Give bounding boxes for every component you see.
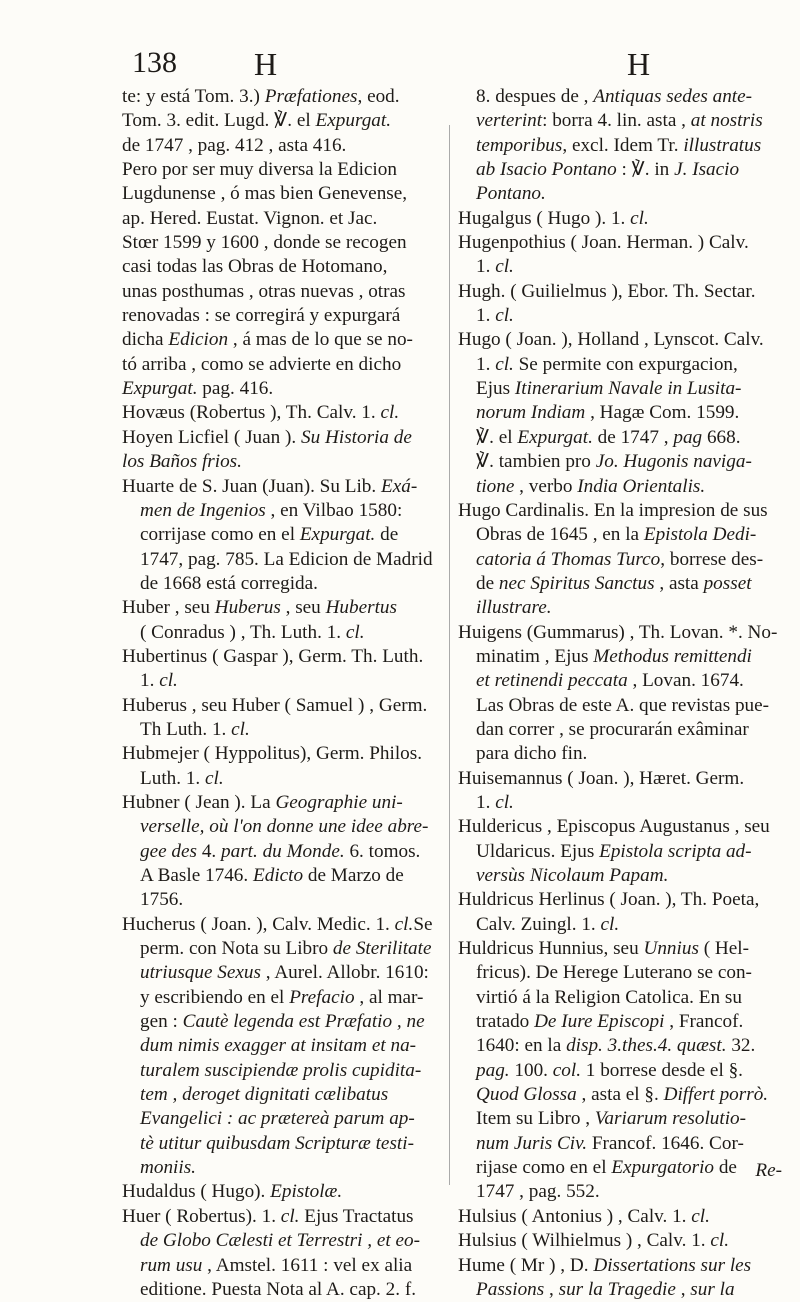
italic-text: de Globo Cælesti et Terrestri , et eo- [140,1230,420,1252]
text-line [458,1083,782,1107]
text-span: Hugalgus ( Hugo ). 1. [458,207,631,229]
text-span: tó arriba , como se advierte en dicho [122,353,402,375]
text-span: Ejus [476,378,515,400]
italic-text: Expurgat. [299,524,376,546]
text-span: Francof. 1646. Cor- [587,1132,744,1154]
text-span: ℣. el [476,426,518,448]
text-span: 1. [140,670,160,692]
text-span: Huarte de S. Juan (Juan). Su Lib. [122,475,381,497]
text-span: Hudaldus ( Hugo). [122,1181,271,1203]
italic-text: cl. [345,621,365,643]
text-span: Hume ( Mr ) , D. [458,1254,594,1276]
text-line [458,1254,782,1278]
text-line [122,134,444,158]
text-span: Tom. 3. edit. Lugd. ℣. el [122,110,316,132]
text-span: 1756. [140,889,184,911]
text-span: Huldericus , Episcopus Augustanus , seu [458,816,770,838]
text-span: , en Vilbao 1580: [265,499,403,521]
text-line [458,134,782,158]
text-line [122,718,444,742]
text-span: 1747, pag. 785. La Edicion de Madrid [140,548,433,570]
text-span: Huldricus Herlinus ( Joan. ), Th. Poeta, [458,889,760,911]
text-span: Hulsius ( Wilhielmus ) , Calv. 1. [458,1230,711,1252]
text-line [122,304,444,328]
text-line [458,937,782,961]
catchword: Re- [755,1160,782,1181]
text-span: renovadas : se corregirá y expurgará [122,305,401,327]
italic-text: Expurgat. [315,110,392,132]
text-span: y escribiendo en el [140,986,290,1008]
text-line [458,280,782,304]
text-line [122,207,444,231]
text-span: Hubmejer ( Hyppolitus), Germ. Philos. [122,743,423,765]
running-head-left: H [254,46,278,82]
text-span: Uldaricus. Ejus [476,840,600,862]
text-span: Huer ( Robertus). 1. [122,1205,281,1227]
text-line [122,548,444,572]
text-line [458,1180,782,1204]
text-span: Stœr 1599 y 1600 , donde se recogen [122,232,407,254]
text-span: , Aurel. Allobr. 1610: [260,962,429,984]
italic-text: illustratus [683,134,762,156]
text-line [122,937,444,961]
text-span: ( Conradus ) , Th. Luth. 1. [140,621,346,643]
italic-text: Differt porrò. [663,1084,769,1106]
text-span: 1. [476,256,496,278]
italic-text: posset [703,572,752,594]
italic-text: Expurgat. [122,378,198,400]
text-line [458,621,782,645]
text-span: pag. 416. [197,378,274,400]
text-span: 1747 , pag. 552. [476,1181,600,1203]
italic-text: Epistola scripta ad- [599,840,752,862]
text-line [122,864,444,888]
text-span: : ℣. in [616,159,675,181]
italic-text: verterint [476,110,543,132]
text-span: de [476,572,499,594]
text-span: , asta [654,572,704,594]
italic-text: Jo. Hugonis naviga- [595,451,752,473]
text-span: , borrese des- [660,548,764,570]
italic-text: cl. [394,913,414,935]
text-line [458,158,782,182]
italic-text: Pontano. [476,183,546,205]
text-line [122,158,444,182]
text-line [122,645,444,669]
text-span: ( Hel- [698,938,749,960]
text-line [122,1059,444,1083]
text-line [122,767,444,791]
text-line [458,231,782,255]
text-span: Hoyen Licfiel ( Juan ). [122,426,302,448]
text-span: , á mas de lo que se no- [228,329,413,351]
italic-text: Passions [476,1278,545,1300]
text-span: te: y está Tom. 3.) [122,86,265,107]
text-span: Huisemannus ( Joan. ), Hæret. Germ. [458,767,745,789]
italic-text: cl. [205,767,224,789]
text-line [122,475,444,499]
text-line [122,401,444,425]
text-line [458,986,782,1010]
running-head-right: H [627,46,651,82]
italic-text: catoria á Thomas Turco [476,548,661,570]
text-line [122,353,444,377]
italic-text: Itinerarium Navale in Lusita- [514,378,742,400]
text-line [122,913,444,937]
text-line [458,961,782,985]
text-line [122,450,444,474]
text-line [122,426,444,450]
italic-text: de Sterilitate [332,938,432,960]
text-span: 8. despues de , [476,86,594,107]
italic-text: verselle, où l'on donne une idee abre- [140,816,429,838]
text-line [458,1010,782,1034]
text-line [458,450,782,474]
italic-text: turalem suscipiendæ prolis cupidita- [140,1059,422,1081]
italic-text: tione [476,475,515,497]
text-line [458,207,782,231]
text-line [122,109,444,133]
text-line [458,1156,782,1180]
text-span: tratado [476,1011,535,1033]
text-line [458,85,782,109]
text-span: , al mar- [354,986,424,1008]
text-line [122,377,444,401]
text-span: Luth. 1. [140,767,206,789]
text-line [122,621,444,645]
text-span: 1. [476,791,496,813]
text-line [458,718,782,742]
text-line [458,913,782,937]
italic-text: Præfationes [264,86,358,107]
left-column [122,85,444,1302]
italic-text: Edicion [168,329,229,351]
text-span: unas posthumas , otras nuevas , otras [122,280,406,302]
text-span: ℣. tambien pro [476,451,596,473]
text-span: Hugenpothius ( Joan. Herman. ) Calv. [458,232,749,254]
right-column [458,85,782,1302]
text-span: Hubertinus ( Gaspar ), Germ. Th. Luth. [122,645,424,667]
italic-text: utriusque Sexus [140,962,261,984]
text-line [458,304,782,328]
italic-text: cl. [495,353,514,375]
text-span: 1. [476,353,496,375]
text-span: Hugo Cardinalis. En la impresion de sus [458,499,768,521]
italic-text: norum Indiam [476,402,586,424]
text-span: fricus). De Herege Luterano se con- [476,962,752,984]
italic-text: moniis. [140,1157,196,1179]
italic-text: tè utitur quibusdam Scripturæ testi- [140,1132,414,1154]
text-span: de 1747 , pag. 412 , asta 416. [122,134,347,156]
text-line [122,961,444,985]
text-span: Item su Libro , [476,1108,595,1130]
text-line [122,182,444,206]
text-line [122,255,444,279]
text-span: Hubner ( Jean ). La [122,791,276,813]
italic-text: Hubertus [325,597,397,619]
italic-text: disp. 3.thes.4. quæst. [566,1035,727,1057]
text-line [122,791,444,815]
text-span: 1 borrese desde el §. [581,1059,743,1081]
text-line [458,694,782,718]
italic-text: cl. [495,305,514,327]
italic-text: num Juris Civ. [476,1132,588,1154]
text-span: Huigens (Gummarus) , Th. Lovan. *. No- [458,621,778,643]
italic-text: men de Ingenios [140,499,266,521]
text-line [122,1132,444,1156]
text-span: Hovæus (Robertus ), Th. Calv. 1. [122,402,381,424]
italic-text: Expurgatorio [611,1157,715,1179]
text-line [458,182,782,206]
italic-text: sur la [690,1278,735,1300]
text-span: Hucherus ( Joan. ), Calv. Medic. 1. [122,913,395,935]
italic-text: J. Isacio [674,159,740,181]
text-line [122,596,444,620]
text-line [122,85,444,109]
text-line [458,426,782,450]
text-line [458,596,782,620]
text-span: , Amstel. 1611 : vel ex alia [202,1254,413,1276]
text-span: gen : [140,1011,183,1033]
text-span: perm. con Nota su Libro [140,938,333,960]
text-line [122,1034,444,1058]
italic-text: dum nimis exagger at insitam et na- [140,1035,417,1057]
text-span: de [375,524,399,546]
text-span: , asta el §. [576,1084,664,1106]
text-line [458,669,782,693]
text-span: , Lovan. 1674. [627,670,744,692]
text-span: Hugo ( Joan. ), Holland , Lynscot. Calv. [458,329,764,351]
text-line [458,255,782,279]
text-line [458,523,782,547]
text-line [458,572,782,596]
italic-text: India Orientalis. [577,475,706,497]
italic-text: ab Isacio Pontano [476,159,617,181]
text-line [458,1132,782,1156]
italic-text: et retinendi peccata [476,670,628,692]
text-line [458,645,782,669]
text-line [122,328,444,352]
italic-text: temporibus [476,134,563,156]
text-line [122,1205,444,1229]
text-span: Huberus , seu Huber ( Samuel ) , Germ. [122,694,428,716]
italic-text: Variarum resolutio- [594,1108,747,1130]
text-line [458,353,782,377]
text-line [458,864,782,888]
italic-text: Evangelici : ac prætereà parum ap- [140,1108,415,1130]
italic-text: pag [673,426,703,448]
text-span: 1640: en la [476,1035,567,1057]
italic-text: pag. [476,1059,510,1081]
text-span: Huldricus Hunnius, seu [458,938,644,960]
text-span: Lugdunense , ó mas bien Genevense, [122,183,408,205]
text-span: 4. [197,840,221,862]
text-line [122,572,444,596]
text-span: 32. [726,1035,756,1057]
page-number: 138 [132,46,177,79]
text-line [458,475,782,499]
text-span: 6. tomos. [344,840,421,862]
text-span: , excl. Idem Tr. [562,134,684,156]
italic-text: Prefacio [289,986,355,1008]
italic-text: versùs Nicolaum Papam. [476,865,669,886]
text-line [458,377,782,401]
italic-text: Expurgat. [517,426,593,448]
text-span: Se [413,913,433,935]
italic-text: cl. [495,256,514,278]
italic-text: Edicto [253,865,304,886]
text-span: Las Obras de este A. que revistas pue- [476,694,770,716]
italic-text: Geographie uni- [275,791,403,813]
italic-text: cl. [231,718,250,740]
text-line [122,523,444,547]
text-span: , eod. [357,86,400,107]
italic-text: Epistola Dedi- [643,524,757,546]
italic-text: rum usu [140,1254,203,1276]
text-line [122,1107,444,1131]
text-line [458,1205,782,1229]
text-span: , [544,1278,559,1300]
italic-text: cl. [691,1205,710,1227]
text-line [122,1010,444,1034]
italic-text: Epistolæ. [270,1181,343,1203]
italic-text: part. du Monde. [221,840,345,862]
text-span: , seu [280,597,326,619]
italic-text: nec Spiritus Sanctus [498,572,655,594]
text-span: , verbo [514,475,578,497]
text-line [458,791,782,815]
italic-text: at nostris [690,110,763,132]
text-span: dan correr , se procurarán exâminar [476,718,749,740]
text-line [122,888,444,912]
text-span: , Hagæ Com. 1599. [585,402,740,424]
text-span: de Marzo de [303,865,404,886]
text-span: minatim , Ejus [476,645,594,667]
text-line [122,986,444,1010]
text-span: dicha [122,329,169,351]
text-line [122,280,444,304]
italic-text: Antiquas sedes ante- [593,86,753,107]
italic-text: Exá- [381,475,418,497]
text-span: de [714,1157,737,1179]
text-line [458,815,782,839]
text-span: 668. [702,426,741,448]
text-line [122,1156,444,1180]
italic-text: Methodus remittendi [593,645,752,667]
text-line [122,1180,444,1204]
text-span: , [675,1278,691,1300]
italic-text: sur la Tragedie [558,1278,676,1300]
text-line [122,694,444,718]
text-span: editione. Puesta Nota al A. cap. 2. f. [140,1278,417,1300]
text-line [458,1107,782,1131]
italic-text: tem , deroget dignitati cælibatus [140,1084,389,1106]
text-span: corrijase como en el [140,524,300,546]
italic-text: Huberus [214,597,281,619]
text-span: Calv. Zuingl. 1. [476,913,601,935]
italic-text: Dissertations sur les [593,1254,752,1276]
italic-text: De Iure Episcopi [534,1011,665,1033]
text-line [458,1229,782,1253]
text-line [122,1278,444,1302]
text-line [458,109,782,133]
text-span: A Basle 1746. [140,865,253,886]
italic-text: cl. [600,913,620,935]
text-span: : borra 4. lin. asta , [542,110,691,132]
text-line [458,767,782,791]
text-line [458,1034,782,1058]
text-line [122,231,444,255]
text-line [122,742,444,766]
text-line [122,1254,444,1278]
text-span: de 1668 está corregida. [140,572,318,594]
italic-text: cl. [710,1230,730,1252]
text-span: 100. [509,1059,553,1081]
text-line [122,815,444,839]
text-span: Hugh. ( Guilielmus ), Ebor. Th. Sectar. [458,280,756,302]
text-span: Huber , seu [122,597,215,619]
text-line [458,548,782,572]
italic-text: cl. [380,402,400,424]
italic-text: cl. [630,207,649,229]
text-span: Pero por ser muy diversa la Edicion [122,159,397,181]
text-line [458,840,782,864]
italic-text: gee des [140,840,198,862]
text-span: Se permite con expurgacion, [513,353,738,375]
italic-text: Unnius [643,938,699,960]
text-line [458,888,782,912]
italic-text: Cautè legenda est Præfatio , ne [182,1011,425,1033]
italic-text: los Baños frios. [122,451,242,473]
text-line [122,840,444,864]
text-span: Th Luth. 1. [140,718,232,740]
text-span: ap. Hered. Eustat. Vignon. et Jac. [122,207,378,229]
italic-text: illustrare. [476,597,552,619]
text-span: Ejus Tractatus [299,1205,414,1227]
italic-text: Su Historia de [301,426,412,448]
column-divider [449,125,450,1185]
text-line [458,1059,782,1083]
text-span: casi todas las Obras de Hotomano, [122,256,388,278]
text-span: para dicho fin. [476,743,588,765]
text-span: rijase como en el [476,1157,612,1179]
italic-text: col. [552,1059,581,1081]
italic-text: Quod Glossa [476,1084,577,1106]
text-span: Hulsius ( Antonius ) , Calv. 1. [458,1205,692,1227]
italic-text: cl. [495,791,514,813]
text-line [458,742,782,766]
text-line [458,401,782,425]
text-span: de 1747 , [592,426,674,448]
text-line [458,328,782,352]
italic-text: cl. [280,1205,300,1227]
text-span: 1. [476,305,496,327]
text-line [122,669,444,693]
italic-text: cl. [159,670,178,692]
text-line [122,1229,444,1253]
text-span: Obras de 1645 , en la [476,524,644,546]
text-line [458,499,782,523]
text-line [458,1278,782,1302]
text-line [122,499,444,523]
text-span: , Francof. [664,1011,744,1033]
text-span: virtió á la Religion Catolica. En su [476,986,742,1008]
text-line [122,1083,444,1107]
